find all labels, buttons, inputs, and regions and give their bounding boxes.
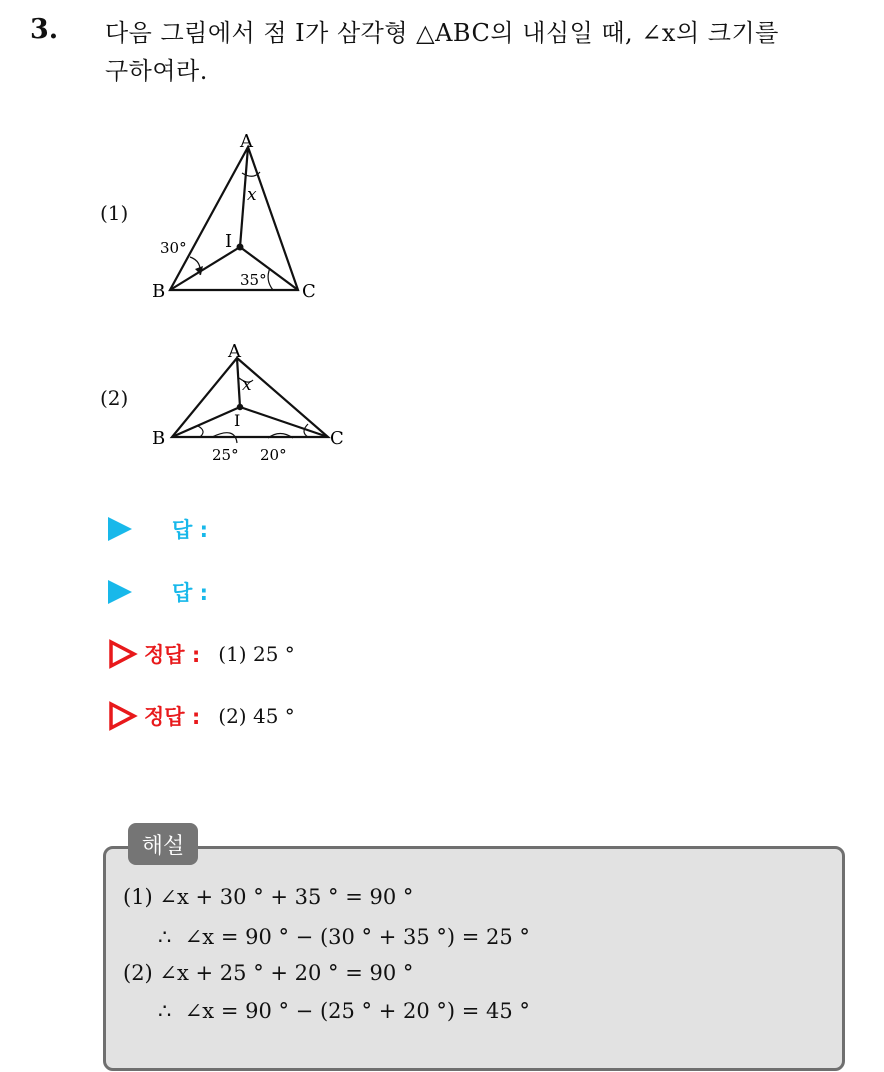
incenter-point: [237, 244, 244, 251]
angle-arcs-c: [268, 424, 308, 438]
angle-c-label: 20°: [260, 446, 287, 464]
figure1-label: (1): [100, 201, 129, 225]
solution-line-4: ∴ ∠x = 90 ° − (25 ° + 20 °) = 45 °: [158, 999, 530, 1023]
question-line-1: 다음 그림에서 점 I가 삼각형 △ABC의 내심일 때, ∠x의 크기를: [105, 19, 779, 47]
outline-triangle-icon: [108, 701, 138, 731]
correct-answer-label: 정답 :: [144, 643, 201, 667]
solution-tag: 해설: [128, 823, 198, 865]
correct-answer-label: 정답 :: [144, 705, 201, 729]
vertex-a-label: A: [228, 341, 241, 362]
incenter-label: I: [225, 231, 233, 252]
correct-answer-row-2: [108, 699, 295, 733]
question-text: [105, 14, 865, 90]
play-arrow-icon: [108, 580, 132, 604]
figure2-diagram: [140, 330, 360, 470]
solution-line-3: (2) ∠x + 25 ° + 20 ° = 90 °: [123, 961, 414, 985]
figure1-diagram: [140, 125, 340, 310]
vertex-c-label: C: [330, 428, 344, 449]
answer-label: 답 :: [172, 581, 208, 605]
triangle-abc: [172, 358, 328, 437]
angle-b-label: 30°: [160, 239, 187, 257]
triangle-abc: [170, 147, 298, 290]
vertex-b-label: B: [152, 428, 166, 449]
incenter-label: I: [234, 411, 241, 430]
figure2-label: (2): [100, 386, 129, 410]
segment-ci: [240, 407, 328, 437]
angle-c-label: 35°: [240, 271, 267, 289]
question-line-2: 구하여라.: [105, 57, 208, 85]
outline-triangle-icon: [108, 639, 138, 669]
angle-x-label: x: [247, 185, 257, 205]
play-arrow-icon: [108, 517, 132, 541]
angle-b-label: 25°: [212, 446, 239, 464]
vertex-c-label: C: [302, 281, 316, 302]
angle-arcs-b: [198, 426, 237, 443]
solution-line-2: ∴ ∠x = 90 ° − (30 ° + 35 °) = 25 °: [158, 925, 530, 949]
correct-answer-value: (2) 45 °: [218, 704, 295, 728]
correct-answer-row-1: [108, 637, 295, 671]
solution-line-1: (1) ∠x + 30 ° + 35 ° = 90 °: [123, 885, 414, 909]
correct-answer-value: (1) 25 °: [218, 642, 295, 666]
angle-x-label: x: [242, 375, 252, 395]
segment-ai: [237, 358, 240, 407]
question-number: 3.: [30, 14, 59, 45]
answer-label: 답 :: [172, 518, 208, 542]
incenter-point: [237, 404, 243, 410]
vertex-a-label: A: [240, 131, 253, 152]
solution-box: [103, 846, 845, 1071]
answer-row-2: [108, 575, 208, 609]
vertex-b-label: B: [152, 281, 166, 302]
answer-row-1: [108, 512, 208, 546]
